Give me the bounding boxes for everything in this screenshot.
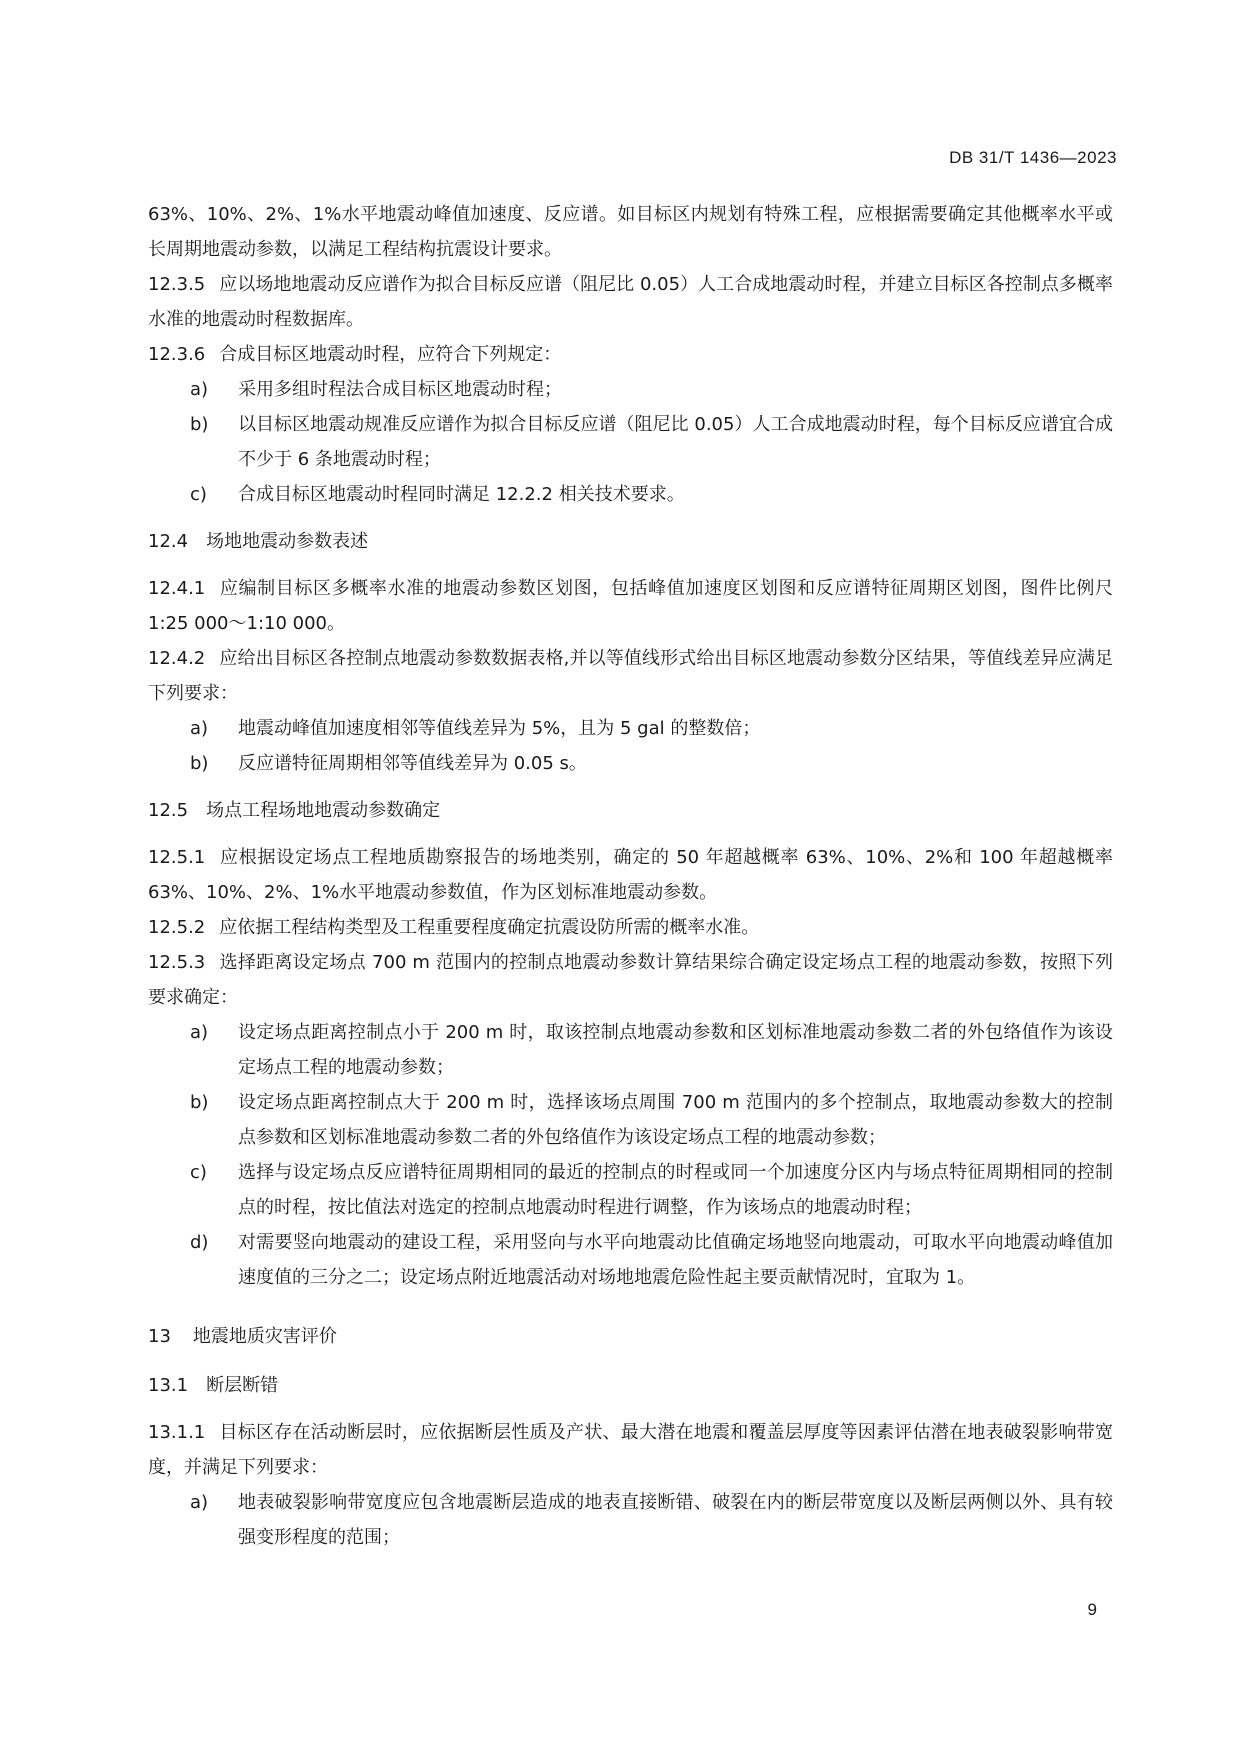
list-marker: a) <box>190 379 209 400</box>
clause-text: 应依据工程结构类型及工程重要程度确定抗震设防所需的概率水准。 <box>219 917 760 938</box>
clause-number: 12.4.1 <box>148 578 206 599</box>
list-item <box>148 477 1113 512</box>
page-number: 9 <box>1087 1600 1097 1619</box>
list-item-text: 合成目标区地震动时程同时满足 12.2.2 相关技术要求。 <box>238 484 685 505</box>
list-marker: b) <box>190 414 209 435</box>
section-heading-12-4 <box>148 524 1113 559</box>
list-item-text: 采用多组时程法合成目标区地震动时程； <box>238 379 562 400</box>
section-title: 断层断错 <box>206 1375 279 1396</box>
chapter-number: 13 <box>148 1326 171 1347</box>
list-marker: b) <box>190 753 209 774</box>
list-item-text: 地震动峰值加速度相邻等值线差异为 5%，且为 5 gal 的整数倍； <box>238 718 761 739</box>
document-code-header: DB 31/T 1436—2023 <box>949 148 1117 167</box>
section-number: 12.5 <box>148 800 189 821</box>
section-heading-12-5 <box>148 793 1113 828</box>
clause-text: 应给出目标区各控制点地震动参数数据表格,并以等值线形式给出目标区地震动参数分区结果，等值线差异应满足下列要求： <box>148 648 1113 704</box>
list-item <box>148 746 1113 781</box>
clause-number: 12.5.3 <box>148 952 206 973</box>
clause-text: 应以场地地震动反应谱作为拟合目标反应谱（阻尼比 0.05）人工合成地震动时程，并建立目标区各控制点多概率水准的地震动时程数据库。 <box>148 274 1113 330</box>
clause-number: 12.4.2 <box>148 648 206 669</box>
list-item-text: 反应谱特征周期相邻等值线差异为 0.05 s。 <box>238 753 587 774</box>
list-item <box>148 1155 1113 1225</box>
section-number: 13.1 <box>148 1375 189 1396</box>
page-body <box>148 197 1113 1555</box>
clause-12-4-2 <box>148 641 1113 711</box>
list-item <box>148 407 1113 477</box>
clause-12-3-6 <box>148 337 1113 372</box>
list-item-text: 对需要竖向地震动的建设工程，采用竖向与水平向地震动比值确定场地竖向地震动，可取水平向地震动峰值加速度值的三分之二；设定场点附近地震活动对场地地震危险性起主要贡献情况时，宜取为 1。 <box>238 1232 1113 1288</box>
clause-text: 合成目标区地震动时程，应符合下列规定： <box>219 344 562 365</box>
list-marker: a) <box>190 1022 209 1043</box>
list-marker: c) <box>190 1162 207 1183</box>
list-item-text: 以目标区地震动规准反应谱作为拟合目标反应谱（阻尼比 0.05）人工合成地震动时程，每个目标反应谱宜合成不少于 6 条地震动时程； <box>238 414 1113 470</box>
section-number: 12.4 <box>148 531 189 552</box>
clause-text: 目标区存在活动断层时，应依据断层性质及产状、最大潜在地震和覆盖层厚度等因素评估潜在地表破裂影响带宽度，并满足下列要求： <box>148 1422 1113 1478</box>
chapter-title: 地震地质灾害评价 <box>192 1326 337 1347</box>
clause-number: 12.3.6 <box>148 344 206 365</box>
list-item <box>148 1485 1113 1555</box>
list-item <box>148 711 1113 746</box>
clause-number: 13.1.1 <box>148 1422 206 1443</box>
clause-number: 12.5.1 <box>148 847 206 868</box>
clause-text: 选择距离设定场点 700 m 范围内的控制点地震动参数计算结果综合确定设定场点工程的地震动参数，按照下列要求确定： <box>148 952 1113 1008</box>
clause-13-1-1 <box>148 1415 1113 1485</box>
clause-12-5-1 <box>148 840 1113 910</box>
list-marker: a) <box>190 718 209 739</box>
list-item <box>148 372 1113 407</box>
section-title: 场地地震动参数表述 <box>206 531 369 552</box>
clause-12-4-1 <box>148 571 1113 641</box>
list-item-text: 设定场点距离控制点小于 200 m 时，取该控制点地震动参数和区划标准地震动参数二者的外包络值作为该设定场点工程的地震动参数； <box>238 1022 1113 1078</box>
list-marker: d) <box>190 1232 209 1253</box>
list-item <box>148 1085 1113 1155</box>
clause-text: 应根据设定场点工程地质勘察报告的场地类别，确定的 50 年超越概率 63%、10%、2%和 100 年超越概率 63%、10%、2%、1%水平地震动参数值，作为区划标准地震动参数。 <box>148 847 1113 903</box>
list-item-text: 选择与设定场点反应谱特征周期相同的最近的控制点的时程或同一个加速度分区内与场点特征周期相同的控制点的时程，按比值法对选定的控制点地震动时程进行调整，作为该场点的地震动时程； <box>238 1162 1113 1218</box>
clause-12-5-3 <box>148 945 1113 1015</box>
list-item <box>148 1225 1113 1295</box>
list-marker: b) <box>190 1092 209 1113</box>
list-item-text: 地表破裂影响带宽度应包含地震断层造成的地表直接断错、破裂在内的断层带宽度以及断层两侧以外、具有较强变形程度的范围； <box>238 1492 1113 1548</box>
list-marker: c) <box>190 484 207 505</box>
list-item <box>148 1015 1113 1085</box>
section-title: 场点工程场地地震动参数确定 <box>206 800 441 821</box>
clause-text: 应编制目标区多概率水准的地震动参数区划图，包括峰值加速度区划图和反应谱特征周期区划图，图件比例尺 1:25 000～1:10 000。 <box>148 578 1113 634</box>
list-item-text: 设定场点距离控制点大于 200 m 时，选择该场点周围 700 m 范围内的多个控制点，取地震动参数大的控制点参数和区划标准地震动参数二者的外包络值作为该设定场点工程的地震动参数； <box>238 1092 1113 1148</box>
chapter-heading-13 <box>148 1319 1113 1354</box>
section-heading-13-1 <box>148 1368 1113 1403</box>
list-marker: a) <box>190 1492 209 1513</box>
clause-number: 12.5.2 <box>148 917 206 938</box>
clause-12-3-5 <box>148 267 1113 337</box>
clause-number: 12.3.5 <box>148 274 206 295</box>
clause-12-5-2 <box>148 910 1113 945</box>
paragraph-continuation: 63%、10%、2%、1%水平地震动峰值加速度、反应谱。如目标区内规划有特殊工程，应根据需要确定其他概率水平或长周期地震动参数，以满足工程结构抗震设计要求。 <box>148 204 1113 260</box>
